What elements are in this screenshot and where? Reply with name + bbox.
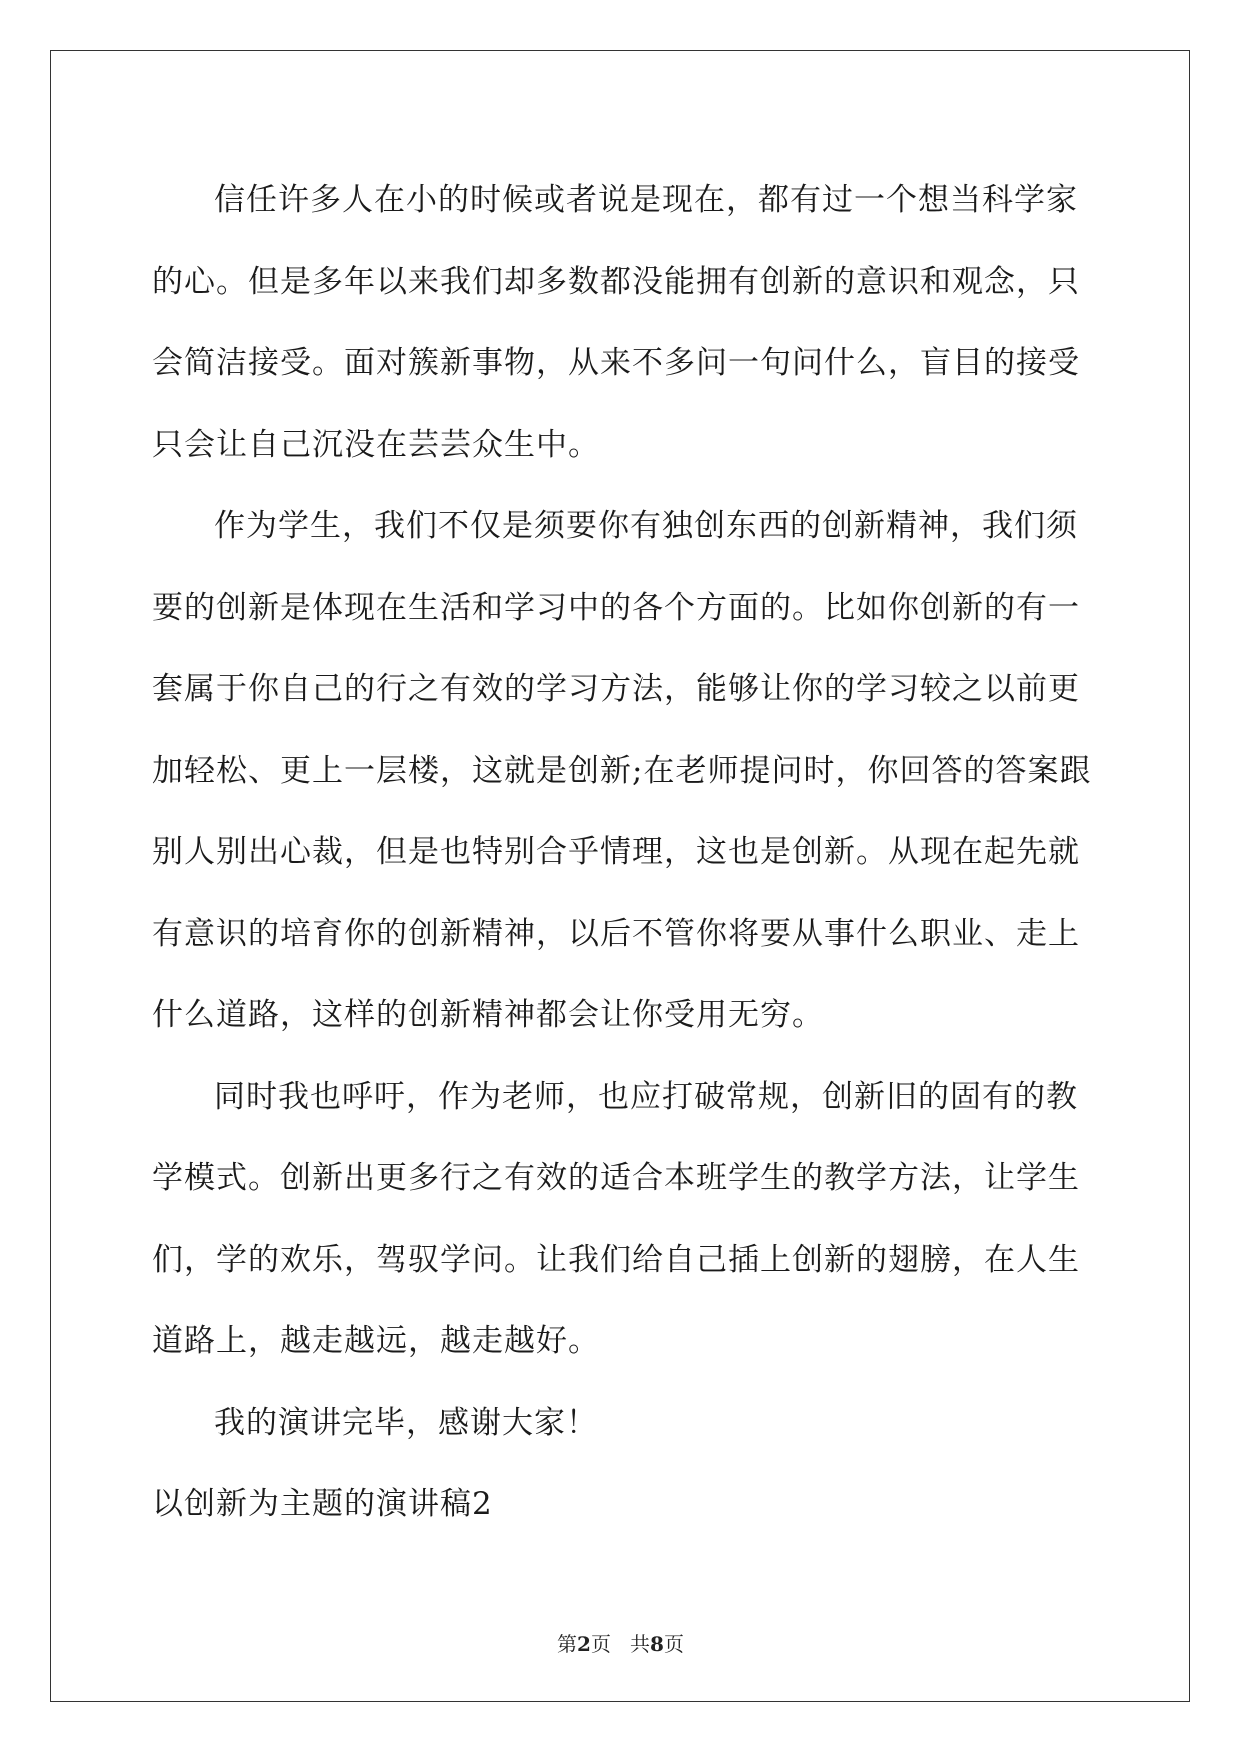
page-number: 2 xyxy=(577,1632,591,1656)
page-footer xyxy=(0,1628,1241,1657)
paragraph-2: 作为学生，我们不仅是须要你有独创东西的创新精神，我们须要的创新是体现在生活和学习中的各个方面的。比如你创新的有一套属于你自己的行之有效的学习方法，能够让你的学习较之以前更加轻松、更上一层楼，这就是创新;在老师提问时，你回答的答案跟别人别出心裁，但是也特别合乎情理，这也是创新。从现在起先就有意识的培育你的创新精神，以后不管你将要从事什么职业、走上什么道路，这样的创新精神都会让你受用无穷。 xyxy=(152,508,1092,1033)
total-prefix: 共 xyxy=(630,1632,651,1656)
paragraph-1: 信任许多人在小的时候或者说是现在，都有过一个想当科学家的心。但是多年以来我们却多数都没能拥有创新的意识和观念，只会简洁接受。面对簇新事物，从来不多问一句问什么，盲目的接受只会让自己沉没在芸芸众生中。 xyxy=(152,182,1080,463)
total-suffix: 页 xyxy=(663,1632,684,1656)
paragraph-4: 我的演讲完毕，感谢大家！ xyxy=(214,1404,598,1441)
page-prefix: 第 xyxy=(557,1632,578,1656)
next-section-title: 以创新为主题的演讲稿2 xyxy=(152,1486,493,1522)
paragraph-3: 同时我也呼吁，作为老师，也应打破常规，创新旧的固有的教学模式。创新出更多行之有效的适合本班学生的教学方法，让学生们，学的欢乐，驾驭学问。让我们给自己插上创新的翅膀，在人生道路上，越走越远，越走越好。 xyxy=(152,1078,1080,1359)
page-suffix: 页 xyxy=(590,1632,611,1656)
total-pages: 8 xyxy=(650,1632,664,1656)
document-body xyxy=(152,160,1092,1546)
